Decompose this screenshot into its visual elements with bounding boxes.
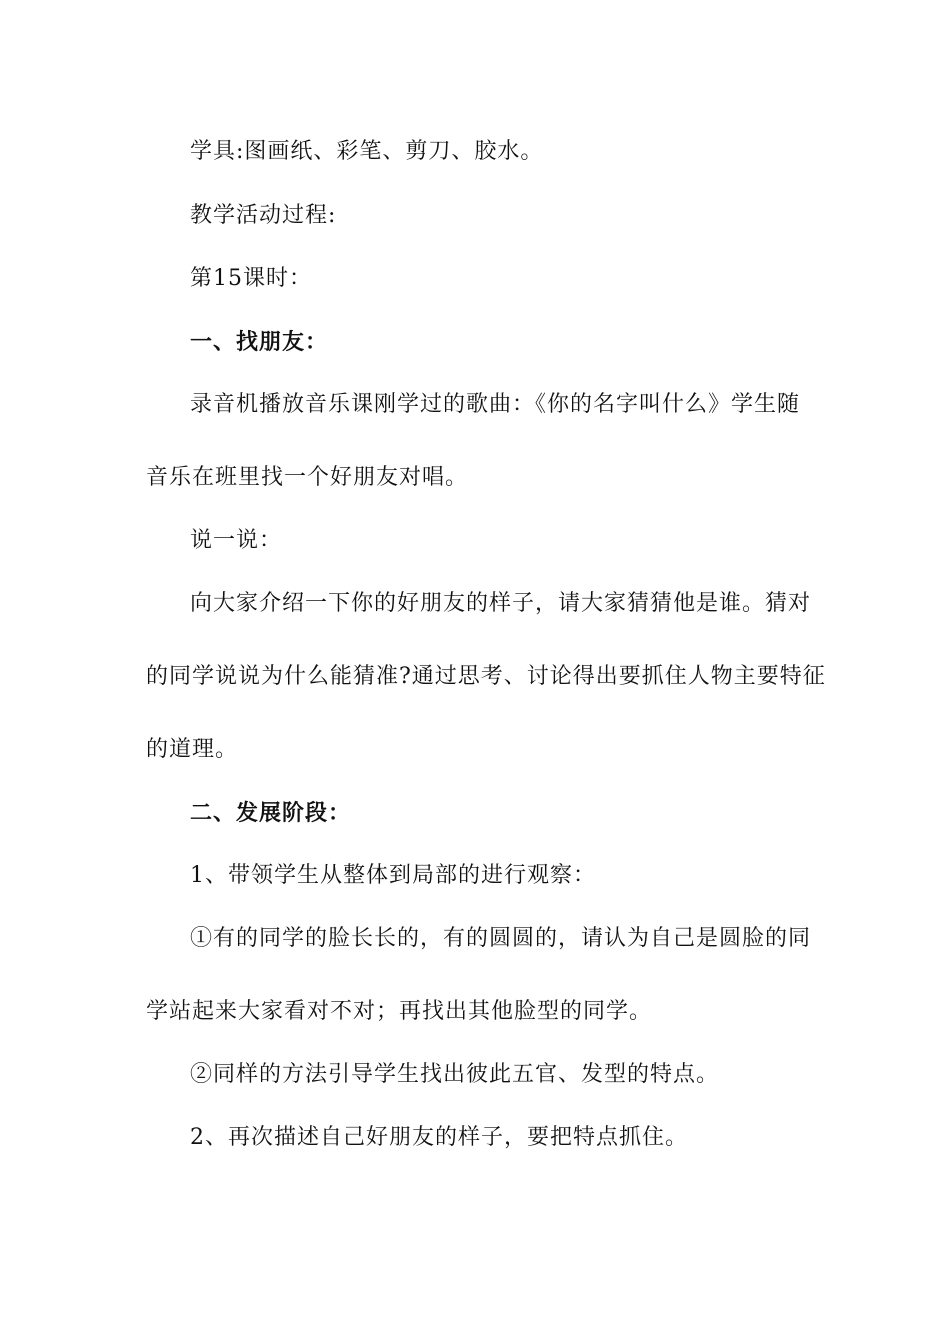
paragraph-say-heading: 说一说：: [190, 528, 283, 553]
paragraph-line: ②同样的方法引导学生找出彼此五官、发型的特点。: [190, 1062, 720, 1087]
paragraph-line: ①有的同学的脸长长的，有的圆圆的，请认为自己是圆脸的同: [190, 926, 812, 951]
paragraph-supplies: 学具:图画纸、彩笔、剪刀、胶水。: [190, 139, 544, 164]
paragraph-line: 1、带领学生从整体到局部的进行观察：: [190, 863, 596, 888]
section-heading-find-friends: 一、找朋友：: [190, 329, 329, 355]
paragraph-process-heading: 教学活动过程:: [190, 203, 337, 228]
paragraph-lesson-number: 第15课时：: [190, 266, 312, 291]
paragraph-line: 音乐在班里找一个好朋友对唱。: [146, 465, 469, 490]
paragraph-line: 学站起来大家看对不对；再找出其他脸型的同学。: [146, 999, 653, 1024]
paragraph-line: 的道理。: [146, 737, 239, 762]
paragraph-line: 向大家介绍一下你的好朋友的样子，请大家猜猜他是谁。猜对: [190, 591, 812, 616]
section-heading-development: 二、发展阶段：: [190, 800, 352, 826]
paragraph-line: 的同学说说为什么能猜准?通过思考、讨论得出要抓住人物主要特征: [146, 664, 826, 689]
paragraph-line: 2、再次描述自己好朋友的样子，要把特点抓住。: [190, 1125, 688, 1150]
paragraph-line: 录音机播放音乐课刚学过的歌曲：《你的名字叫什么》学生随: [190, 392, 801, 417]
